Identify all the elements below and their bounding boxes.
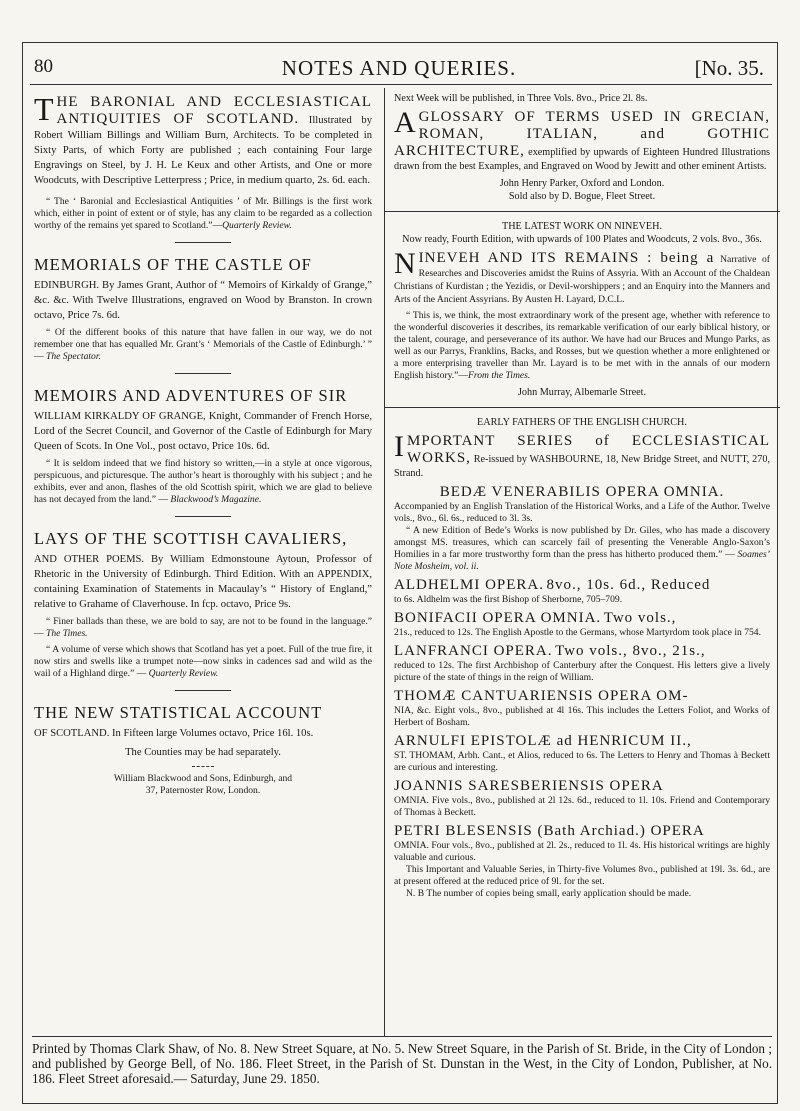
book-body: NIA, &c. Eight vols., 8vo., published at 4l 16s. This includes the Letters Foliot, and Works of Herbert of Bosham. — [394, 705, 770, 728]
book-title: LANFRANCI OPERA. — [394, 643, 553, 659]
ad-title: THE NEW STATISTICAL ACCOUNT — [34, 703, 323, 722]
book-price: 8vo., 10s. 6d., Reduced — [546, 577, 711, 593]
drop-cap: I — [394, 430, 404, 463]
left-column — [34, 91, 372, 797]
separator — [175, 516, 231, 517]
ad-glossary — [394, 92, 770, 203]
ad-nineveh — [394, 220, 770, 399]
ad-body: Narrative of Researches and Discoveries amidst the Ruins of Assyria. With an Account of the Chaldean Christians of Kurdistan ; the Yezidis, or Devil-worshippers ; and an Enquiry into the Manners and Arts of the Ancient Assyrians. By Austen H. Layard, D.C.L. — [394, 254, 770, 305]
header-rule — [30, 84, 772, 85]
publisher-line: John Henry Parker, Oxford and London. — [499, 178, 665, 189]
separator — [192, 766, 214, 767]
ad-heading: EARLY FATHERS OF THE ENGLISH CHURCH. — [477, 417, 687, 428]
ad-quote: “ A new Edition of Bede’s Works is now published by Dr. Giles, who has made a discovery amongst MS. treasures, which can scarcely fail of presenting the Venerable Anglo-Saxon’s Homilies in a far more trustworthy form than the press has hitherto produced them.” — — [394, 525, 770, 560]
drop-cap: N — [394, 247, 416, 280]
separator — [175, 242, 231, 243]
ad-body: AND OTHER POEMS. By William Edmonstoune Aytoun, Professor of Rhetoric in the University of Edinburgh. Third Edition. With an APPENDIX, containing Examination of Statements in Macaulay’s “ History of England,” relative to Grahame of Claverhouse. In fcp. octavo, Price 9s. — [34, 554, 372, 610]
quote-source: The Times. — [46, 628, 88, 639]
book-title: BEDÆ VENERABILIS OPERA OMNIA. — [439, 484, 725, 500]
publisher-line: 37, Paternoster Row, London. — [145, 785, 261, 796]
publisher-line: John Murray, Albemarle Street. — [517, 387, 647, 398]
ad-body: Re-issued by WASHBOURNE, 18, New Bridge Street, and NUTT, 270, Strand. — [394, 454, 770, 479]
book-price: Two vols., — [603, 610, 677, 626]
book-title: BONIFACII OPERA OMNIA. — [394, 610, 602, 626]
section-rule — [384, 211, 780, 212]
ad-fathers — [394, 416, 770, 900]
ad-body: Illustrated by Robert William Billings and William Burn, Architects. To be completed in Sixty Parts, of which Forty are published ; each containing Four large Engravings on Steel, by J. H. Le Keux and other Artists, and One or more Woodcuts, with Descriptive Letterpress ; Price, in medium quarto, 2s. 6d. each. — [34, 115, 372, 186]
quote-source: Quarterly Review. — [222, 220, 292, 231]
ad-quote: “ This is, we think, the most extraordinary work of the present age, whether with reference to the wonderful discoveries it describes, its remarkable verification of our early biblical history, or the talent, courage, and perseverance of its author. We have had our Bruces and Mungo Parks, as well as our Parrys, Franklins, Backs, and Rosses, but we question whether a more enlightened or a more enterprising traveller than Mr. Layard is to be met with in the annals of our modern English history.”— — [394, 310, 770, 381]
nb-note: N. B The number of copies being small, early application should be made. — [406, 888, 692, 899]
book-body: to 6s. Aldhelm was the first Bishop of Sherborne, 705–709. — [394, 594, 623, 605]
book-title: THOMÆ CANTUARIENSIS OPERA OM- — [394, 688, 689, 704]
ad-title: LAYS OF THE SCOTTISH CAVALIERS, — [34, 529, 348, 548]
ad-body: WILLIAM KIRKALDY OF GRANGE, Knight, Commander of French Horse, Lord of the Secret Council, and Governor of the Castle of Edinburgh for Mary Queen of Scots. In One Vol., post octavo, Price 10s. 6d. — [34, 411, 372, 452]
ad-quote: “ The ‘ Baronial and Ecclesiastical Antiquities ’ of Mr. Billings is the first work which, either in point of extent or of style, has any claim to be regarded as a collection worthy of the remains yet spared to Scotland.”— — [34, 196, 372, 231]
publisher-line: William Blackwood and Sons, Edinburgh, and — [113, 773, 293, 784]
ad-quote: “ It is seldom indeed that we find history so written,—in a style at once vigorous, perspicuous, and picturesque. The author’s heart is thoroughly with his subject ; and he exhibits, ever and anon, flashes of the old Scottish spirit, which we are glad to believe has not decayed from the land.” — — [34, 458, 372, 505]
publisher-line: Sold also by D. Bogue, Fleet Street. — [508, 191, 656, 202]
quote-source: From the Times. — [468, 370, 531, 381]
book-body: ST. THOMAM, Arbh. Cant., et Alios, reduced to 6s. The Letters to Henry and Thomas à Beckett are curious and interesting. — [394, 750, 770, 773]
right-column — [394, 92, 770, 900]
running-title: NOTES AND QUERIES. — [281, 56, 517, 80]
ad-quote: “ A volume of verse which shows that Scotland has yet a poet. Full of the true fire, it now stirs and swells like a trumpet note—now sinks in cadences sad and wild as the wail of a Highland dirge.” — — [34, 644, 372, 679]
book-title: PETRI BLESENSIS (Bath Archiad.) OPERA — [394, 823, 705, 839]
ad-title: MEMOIRS AND ADVENTURES OF SIR — [34, 386, 348, 405]
ad-title: INEVEH AND ITS REMAINS : being a — [418, 250, 715, 266]
book-body: Accompanied by an English Translation of the Historical Works, and a Life of the Author. Twelve vols., 8vo., 6l. 6s., reduced to 3l. 3s. — [394, 501, 770, 524]
ad-quote: “ Of the different books of this nature that have fallen in our way, we do not remember one that has equalled Mr. Grant’s ‘ Memorials of the Castle of Edinburgh.’ ” — — [34, 327, 372, 362]
ad-statistical — [34, 703, 372, 797]
page-number: 80 — [34, 56, 53, 77]
book-price: Two vols., 8vo., 21s., — [555, 643, 706, 659]
quote-source: Quarterly Review. — [148, 668, 219, 679]
quote-source: Blackwood’s Magazine. — [170, 494, 262, 505]
ad-body: EDINBURGH. By James Grant, Author of “ Memoirs of Kirkaldy of Grange,” &c. &c. With Twelve Illustrations, engraved on Wood by Branston. In crown octavo, Price 7s. 6d. — [34, 280, 372, 321]
page-header — [34, 56, 764, 86]
book-title: ALDHELMI OPERA. — [394, 577, 544, 593]
separator — [175, 373, 231, 374]
ad-quote: “ Finer ballads than these, we are bold to say, are not to be found in the language.” — — [34, 616, 372, 639]
series-note: This Important and Valuable Series, in Thirty-five Volumes 8vo., published at 19l. 3s. 6d., are at present offered at the reduced price of 9l. for the set. — [394, 864, 770, 887]
book-body: reduced to 12s. The first Archbishop of Canterbury after the Conquest. His letters give a lively picture of the state of things in the reign of William. — [394, 660, 770, 683]
ad-title: MEMORIALS OF THE CASTLE OF — [34, 255, 312, 274]
counties-note: The Counties may be had separately. — [125, 747, 281, 758]
separator — [175, 690, 231, 691]
book-body: OMNIA. Five vols., 8vo., published at 2l 12s. 6d., reduced to 1l. 10s. Friend and Contemporary of Thomas à Beckett. — [394, 795, 770, 818]
book-body: 21s., reduced to 12s. The English Apostle to the Germans, whose Martyrdom took place in 754. — [394, 627, 761, 638]
book-title: ARNULFI EPISTOLÆ ad HENRICUM II., — [394, 733, 692, 749]
ad-memoirs — [34, 386, 372, 506]
ad-lead: Next Week will be published, in Three Vols. 8vo., Price 2l. 8s. — [394, 93, 648, 104]
ad-body: exemplified by upwards of Eighteen Hundred Illustrations drawn from the best Examples, and Engraved on Wood by Jewitt and other eminent Artists. — [394, 147, 771, 172]
book-body: OMNIA. Four vols., 8vo., published at 2l. 2s., reduced to 1l. 4s. His historical writings are highly valuable and curious. — [394, 840, 770, 863]
issue-number: [No. 35. — [694, 56, 764, 80]
ad-lays — [34, 529, 372, 680]
newspaper-page — [22, 42, 780, 1110]
ad-body: OF SCOTLAND. In Fifteen large Volumes octavo, Price 16l. 10s. — [34, 728, 314, 739]
ad-title: GLOSSARY OF TERMS USED IN GRECIAN, ROMAN, ITALIAN, and GOTHIC ARCHITECTURE, — [394, 109, 770, 159]
ad-baronial — [34, 91, 372, 232]
imprint-footer: Printed by Thomas Clark Shaw, of No. 8. New Street Square, at No. 5. New Street Square, in the Parish of St. Bride, in the City of London ; and published by George Bell, of No. 186. Fleet Street, in the Parish of St. Dunstan in the West, in the City of London, Publisher, at No. 186. Fleet Street aforesaid.— Saturday, June 29. 1850. — [32, 1036, 772, 1086]
ad-title: HE BARONIAL AND ECCLESIASTICAL ANTIQUITIES OF SCOTLAND. — [56, 94, 372, 127]
ad-memorials — [34, 255, 372, 363]
ad-lead: Now ready, Fourth Edition, with upwards of 100 Plates and Woodcuts, 2 vols. 8vo., 36s. — [402, 234, 762, 245]
drop-cap: A — [394, 106, 416, 139]
ad-heading: THE LATEST WORK ON NINEVEH. — [501, 221, 663, 232]
quote-source: The Spectator. — [46, 351, 101, 362]
section-rule — [384, 407, 780, 408]
drop-cap: T — [34, 91, 54, 127]
quote-source: Soames’ Note Mosheim, vol. ii. — [394, 549, 770, 572]
ad-title: MPORTANT SERIES of ECCLESIASTICAL WORKS, — [407, 433, 770, 466]
column-divider — [384, 88, 385, 1036]
book-title: JOANNIS SARESBERIENSIS OPERA — [394, 778, 664, 794]
